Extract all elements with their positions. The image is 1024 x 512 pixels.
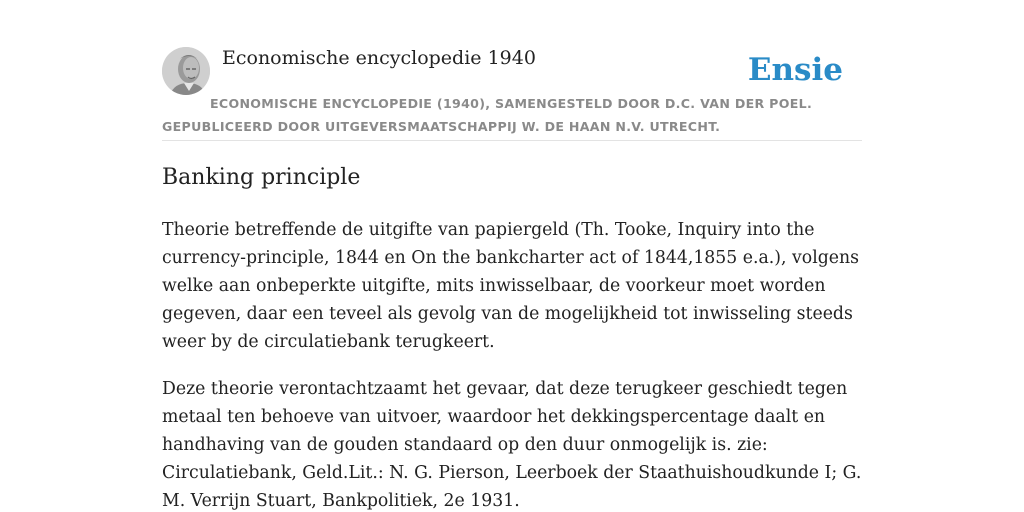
brand-logo[interactable]: Ensie bbox=[747, 52, 843, 88]
entry-title: Banking principle bbox=[162, 165, 361, 190]
entry-paragraph: Deze theorie verontachtzaamt het gevaar, dat deze terugkeer geschiedt tegen metaal ten behoeve van uitvoer, waardoor het dekkingspercentage daalt en handhaving van de gouden standaard op den duur onmogelijk is. zie: Circulatiebank, Geld.Lit.: N. G. Pierson, Leerboek der Staathuishoudkunde I; G. M. Verrijn Stuart, Bankpolitiek, 2e 1931. bbox=[162, 379, 862, 511]
site-header bbox=[162, 44, 862, 141]
author-portrait-icon[interactable] bbox=[162, 47, 210, 95]
description-line-2: GEPUBLICEERD DOOR UITGEVERSMAATSCHAPPIJ W. DE HAAN N.V. UTRECHT. bbox=[162, 119, 721, 134]
entry-body bbox=[162, 216, 867, 512]
entry-paragraph: Theorie betreffende de uitgifte van papiergeld (Th. Tooke, Inquiry into the currency-principle, 1844 en On the bankcharter act of 1844,1855 e.a.), volgens welke aan onbeperkte uitgifte, mits inwisselbaar, de voorkeur moet worden gegeven, daar een teveel als gevolg van de mogelijkheid tot inwisseling steeds weer by de circulatiebank terugkeert. bbox=[162, 220, 860, 352]
encyclopedia-description bbox=[162, 92, 862, 138]
description-line-1: ECONOMISCHE ENCYCLOPEDIE (1940), SAMENGESTELD DOOR D.C. VAN DER POEL. bbox=[210, 96, 813, 111]
site-title[interactable]: Economische encyclopedie 1940 bbox=[222, 47, 536, 69]
